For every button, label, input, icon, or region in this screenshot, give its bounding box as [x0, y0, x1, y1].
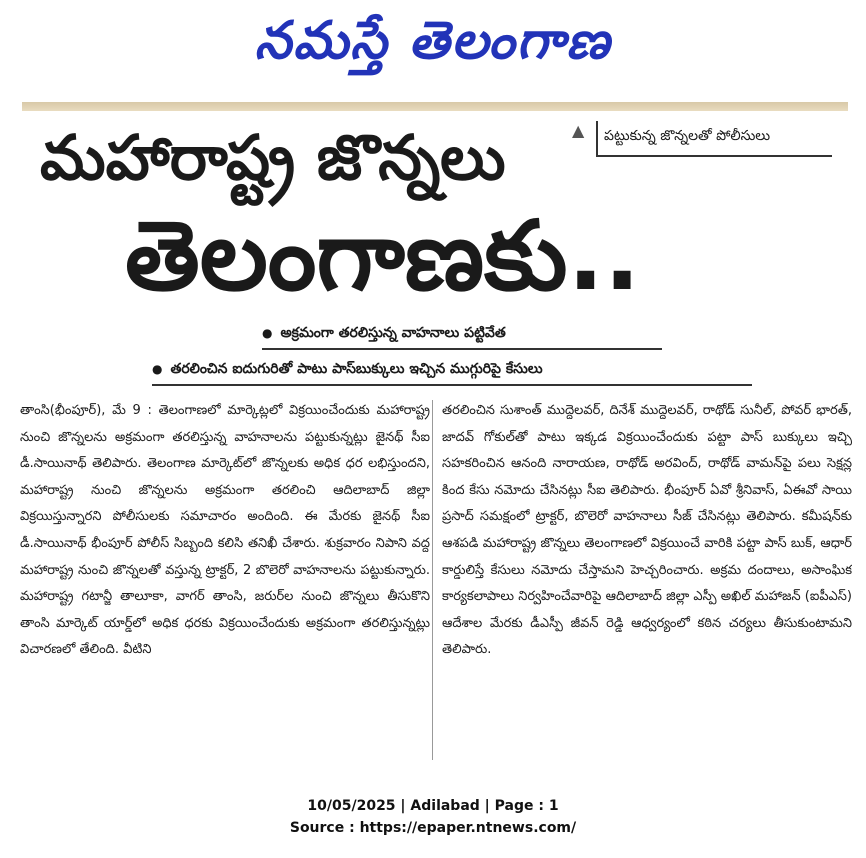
edition-info: 10/05/2025 | Adilabad | Page : 1: [307, 798, 559, 814]
bullet-icon: ●: [152, 362, 163, 376]
photo-caption: పట్టుకున్న జొన్నలతో పోలీసులు: [596, 121, 832, 157]
masthead-rule: [22, 102, 848, 111]
newspaper-masthead: నమస్తే తెలంగాణ: [254, 11, 612, 71]
caption-arrow-icon: ▲: [572, 121, 585, 140]
subheading-1-text: అక్రమంగా తరలిస్తున్న వాహనాలు పట్టివేత: [280, 325, 506, 341]
article-column-left: తాంసి(భీంపూర్), మే 9 : తెలంగాణలో మార్కెట్లలో విక్రయించేందుకు మహారాష్ట్ర నుంచి జొన్నలను అక్రమంగా తరలిస్తున్న వాహనాలను పట్టుకున్నట్లు జైనథ్ సీఐ డీ.సాయినాథ్ తెలిపారు. తెలంగాణ మార్కెట్‌లో జొన్నలకు అధిక ధర లభిస్తుందని, మహారాష్ట్ర నుంచి జొన్నలను అక్రమంగా తరలించి ఆదిలాబాద్ జిల్లా విక్రయిస్తున్నారని పోలీసులకు సమాచారం అందింది. ఈ మేరకు జైనథ్ సీఐ డీ.సాయినాథ్ భీంపూర్ పోలీస్ సిబ్బంది కలిసి తనిఖీ చేశారు. శుక్రవారం నిపాని వద్ద మహారాష్ట్ర నుంచి జొన్నలతో వస్తున్న ట్రాక్టర్, 2 బొలెరో వాహనాలను పట్టుకున్నారు. మహారాష్ట్ర గటాన్జీ తాలూకా, వాగర్ తాంసి, జరుర్‌ల నుంచి జొన్నలు తీసుకొని తాంసి మార్కెట్ యార్డ్‌లో అధిక ధరకు విక్రయించేందుకు అక్రమంగా తరలిస్తున్నట్లు విచారణలో తేలింది. వీటిని: [20, 403, 430, 658]
source-link[interactable]: Source : https://epaper.ntnews.com/: [289, 820, 577, 836]
column-divider: [432, 400, 433, 760]
subheading-2-text: తరలించిన ఐదుగురితో పాటు పాస్‌బుక్కులు ఇచ్చిన ముగ్గురిపై కేసులు: [170, 361, 543, 377]
subheading-1: [262, 320, 662, 350]
article-column-right: తరలించిన సుశాంత్ ముద్దెలవర్, దినేశ్ ముద్దెలవర్, రాథోడ్ సునీల్, పోవర్ భారత్, జాదవ్ గోకుల్‌తో పాటు ఇక్కడ విక్రయించేందుకు పట్టా పాస్ బుక్కులు ఇచ్చి సహకరించిన ఆనంది నారాయణ, రాథోడ్ అరవింద్, రాథోడ్ వామన్‌పై పలు సెక్షన్ల కింద కేసు నమోదు చేసినట్లు సీఐ తెలిపారు. భీంపూర్ ఏవో శ్రీనివాస్, ఏఈవో సాయి ప్రసాద్ సమక్షంలో ట్రాక్టర్, బొలెరో వాహనాలు సీజ్ చేసినట్లు తెలిపారు. కమీషన్‌కు ఆశపడి మహారాష్ట్ర జొన్నలు తెలంగాణలో విక్రయించే వారికి పట్టా పాస్ బుక్, ఆధార్ కార్డులిస్తే కేసులు నమోదు చేస్తామని హెచ్చరించారు. అక్రమ దందాలు, అసాంఘిక కార్యకలాపాలు నిర్వహించేవారిపై ఆదిలాబాద్ జిల్లా ఎస్పీ అఖిల్ మహాజన్ (ఐపీఎస్) ఆదేశాల మేరకు డీఎస్పీ జీవన్ రెడ్డి ఆధ్వర్యంలో కఠిన చర్యలు తీసుకుంటామని తెలిపారు.: [442, 403, 852, 658]
bullet-icon: ●: [262, 326, 273, 340]
headline-line-1: మహారాష్ట్ర జొన్నలు: [40, 121, 506, 194]
headline-line-2: తెలంగాణకు..: [125, 200, 641, 312]
subheading-2: [152, 356, 752, 386]
